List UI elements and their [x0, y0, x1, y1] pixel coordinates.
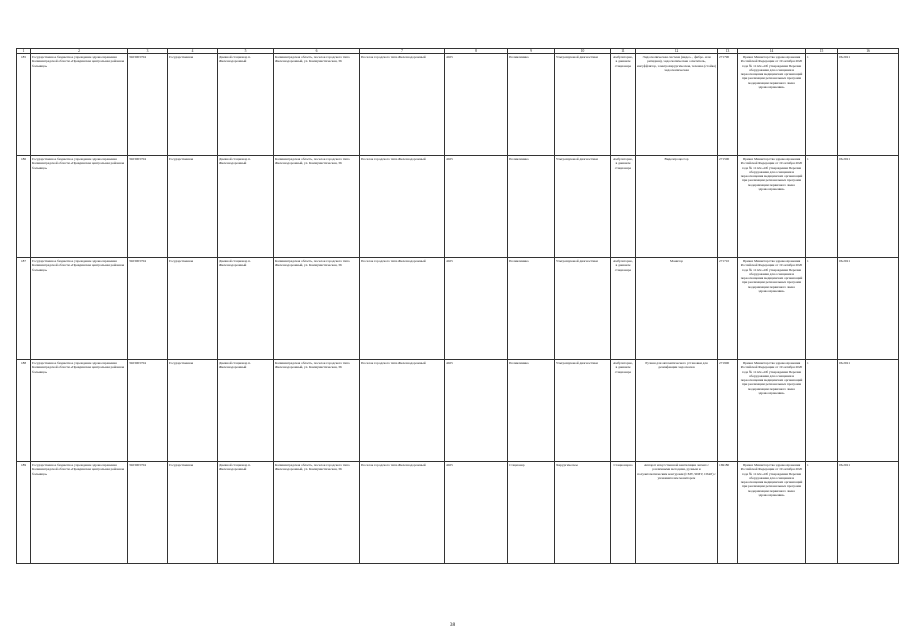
quantity-cell: 1: [806, 360, 838, 462]
regulatory-basis: Приказ Министерства здравоохранения Российской Федерации от 19 октября 2020 года № 1112н «Об утверждении Перечня оборудования для оснащения и переоснащения медицинских организаций при реализации региональных программ модернизации первичного звена здравоохранения»: [738, 258, 806, 360]
care-conditions: Амбулаторно, в дневном стационаре: [611, 54, 636, 156]
okpd-code: 271900: [718, 360, 738, 462]
row-number: 186: [17, 156, 31, 258]
ownership-form: Государственная: [168, 54, 218, 156]
delivery-date: 06.2021: [838, 54, 899, 156]
column-number: 2: [31, 49, 128, 54]
profile-cell: Ультразвуковой диагностики: [555, 258, 611, 360]
column-number: 14: [738, 49, 806, 54]
organization-name: Государственное бюджетное учреждение здравоохранения Калининградской области «Правдинская центральная районная больница»: [31, 360, 128, 462]
quantity-cell: 1: [806, 462, 838, 564]
settlement-cell: Поселок городского типа Железнодорожный: [360, 462, 445, 564]
column-number: 9: [508, 49, 555, 54]
okpd-code: 271500: [718, 156, 738, 258]
care-conditions: Стационарно: [611, 462, 636, 564]
inn-cell: 3923003704: [128, 54, 168, 156]
inn-cell: 3923003704: [128, 462, 168, 564]
profile-cell: Ультразвуковой диагностики: [555, 156, 611, 258]
profile-cell: Хирургическое: [555, 462, 611, 564]
subdivision-cell: Стационар: [508, 462, 555, 564]
delivery-date: 06.2021: [838, 462, 899, 564]
organization-name: Государственное бюджетное учреждение здравоохранения Калининградской области «Правдинская центральная районная больница»: [31, 462, 128, 564]
delivery-date: 06.2021: [838, 258, 899, 360]
settlement-cell: Поселок городского типа Железнодорожный: [360, 360, 445, 462]
inn-cell: 3923003704: [128, 258, 168, 360]
ownership-form: Государственная: [168, 360, 218, 462]
equipment-name: Монитор: [636, 258, 718, 360]
table-row: [17, 258, 899, 360]
structural-unit: Дневной стационар п. Железнодорожный: [218, 360, 274, 462]
equipment-name: Аппарат искусственной вентиляции легких с различными методами, ручным и полуавтоматическим контурами (CMV, SIMV, CPAP) с увлажнителем монитором: [636, 462, 718, 564]
address-cell: Калининградская область, поселок городского типа Железнодорожный, ул. Коммунистическая, 36: [274, 54, 360, 156]
page-number: 38: [449, 622, 456, 628]
column-number: 16: [838, 49, 899, 54]
okpd-code: 271790: [718, 54, 738, 156]
subdivision-cell: Поликлиника: [508, 258, 555, 360]
registry-table: [16, 48, 899, 564]
column-number: 6: [274, 49, 360, 54]
care-conditions: Амбулаторно, в дневном стационаре: [611, 360, 636, 462]
regulatory-basis: Приказ Министерства здравоохранения Российской Федерации от 19 октября 2020 года № 1112н «Об утверждении Перечня оборудования для оснащения и переоснащения медицинских организаций при реализации региональных программ модернизации первичного звена здравоохранения»: [738, 54, 806, 156]
settlement-cell: Поселок городского типа Железнодорожный: [360, 54, 445, 156]
column-number: 12: [636, 49, 718, 54]
column-number: 5: [218, 49, 274, 54]
address-cell: Калининградская область, поселок городского типа Железнодорожный, ул. Коммунистическая, 36: [274, 360, 360, 462]
equipment-name: Ручная для автоматического установки для дезинфекции эндоскопов: [636, 360, 718, 462]
profile-cell: Ультразвуковой диагностики: [555, 54, 611, 156]
inn-cell: 3923003704: [128, 156, 168, 258]
organization-name: Государственное бюджетное учреждение здравоохранения Калининградской области «Правдинская центральная районная больница»: [31, 258, 128, 360]
column-number: 1: [17, 49, 31, 54]
organization-name: Государственное бюджетное учреждение здравоохранения Калининградской области «Правдинская центральная районная больница»: [31, 156, 128, 258]
address-cell: Калининградская область, поселок городского типа Железнодорожный, ул. Коммунистическая, 36: [274, 156, 360, 258]
population-cell: 4025: [445, 156, 508, 258]
care-conditions: Амбулаторно, в дневном стационаре: [611, 156, 636, 258]
column-number: 7: [360, 49, 445, 54]
subdivision-cell: Поликлиника: [508, 156, 555, 258]
column-number: 13: [718, 49, 738, 54]
okpd-code: 169180: [718, 462, 738, 564]
column-number: 8: [445, 49, 508, 54]
column-number: 10: [555, 49, 611, 54]
address-cell: Калининградская область, поселок городского типа Железнодорожный, ул. Коммунистическая, 36: [274, 258, 360, 360]
column-number: 4: [168, 49, 218, 54]
row-number: 187: [17, 258, 31, 360]
care-conditions: Амбулаторно, в дневном стационаре: [611, 258, 636, 360]
table-row: [17, 360, 899, 462]
structural-unit: Дневной стационар п. Железнодорожный: [218, 258, 274, 360]
subdivision-cell: Поликлиника: [508, 54, 555, 156]
regulatory-basis: Приказ Министерства здравоохранения Российской Федерации от 19 октября 2020 года № 1112н «Об утверждении Перечня оборудования для оснащения и переоснащения медицинских организаций при реализации региональных программ модернизации первичного звена здравоохранения»: [738, 156, 806, 258]
okpd-code: 271710: [718, 258, 738, 360]
table-row: [17, 54, 899, 156]
organization-name: Государственное бюджетное учреждение здравоохранения Калининградской области «Правдинская центральная районная больница»: [31, 54, 128, 156]
table-row: [17, 156, 899, 258]
table-row: [17, 462, 899, 564]
row-number: 188: [17, 360, 31, 462]
population-cell: 4025: [445, 54, 508, 156]
quantity-cell: 1: [806, 156, 838, 258]
settlement-cell: Поселок городского типа Железнодорожный: [360, 156, 445, 258]
ownership-form: Государственная: [168, 156, 218, 258]
population-cell: 4025: [445, 360, 508, 462]
equipment-name: Эндоскопическая система (видео- , фибро- или ригидная), эндоскопические осветитель, инсуффлятор, электрохирургическая, тележка (стойка) эндоскопическая: [636, 54, 718, 156]
column-number: 3: [128, 49, 168, 54]
row-number: 189: [17, 462, 31, 564]
population-cell: 4025: [445, 258, 508, 360]
structural-unit: Дневной стационар п. Железнодорожный: [218, 54, 274, 156]
profile-cell: Ультразвуковой диагностики: [555, 360, 611, 462]
delivery-date: 06.2021: [838, 156, 899, 258]
subdivision-cell: Поликлиника: [508, 360, 555, 462]
structural-unit: Дневной стационар п. Железнодорожный: [218, 156, 274, 258]
regulatory-basis: Приказ Министерства здравоохранения Российской Федерации от 19 октября 2020 года № 1112н «Об утверждении Перечня оборудования для оснащения и переоснащения медицинских организаций при реализации региональных программ модернизации первичного звена здравоохранения»: [738, 360, 806, 462]
column-number: 11: [611, 49, 636, 54]
inn-cell: 3923003704: [128, 360, 168, 462]
quantity-cell: 1: [806, 54, 838, 156]
row-number: 185: [17, 54, 31, 156]
equipment-name: Видеопроцессор: [636, 156, 718, 258]
ownership-form: Государственная: [168, 258, 218, 360]
ownership-form: Государственная: [168, 462, 218, 564]
regulatory-basis: Приказ Министерства здравоохранения Российской Федерации от 19 октября 2020 года № 1112н «Об утверждении Перечня оборудования для оснащения и переоснащения медицинских организаций при реализации региональных программ модернизации первичного звена здравоохранения»: [738, 462, 806, 564]
settlement-cell: Поселок городского типа Железнодорожный: [360, 258, 445, 360]
structural-unit: Дневной стационар п. Железнодорожный: [218, 462, 274, 564]
delivery-date: 06.2021: [838, 360, 899, 462]
population-cell: 4025: [445, 462, 508, 564]
address-cell: Калининградская область, поселок городского типа Железнодорожный, ул. Коммунистическая, 36: [274, 462, 360, 564]
quantity-cell: 1: [806, 258, 838, 360]
column-number: 15: [806, 49, 838, 54]
